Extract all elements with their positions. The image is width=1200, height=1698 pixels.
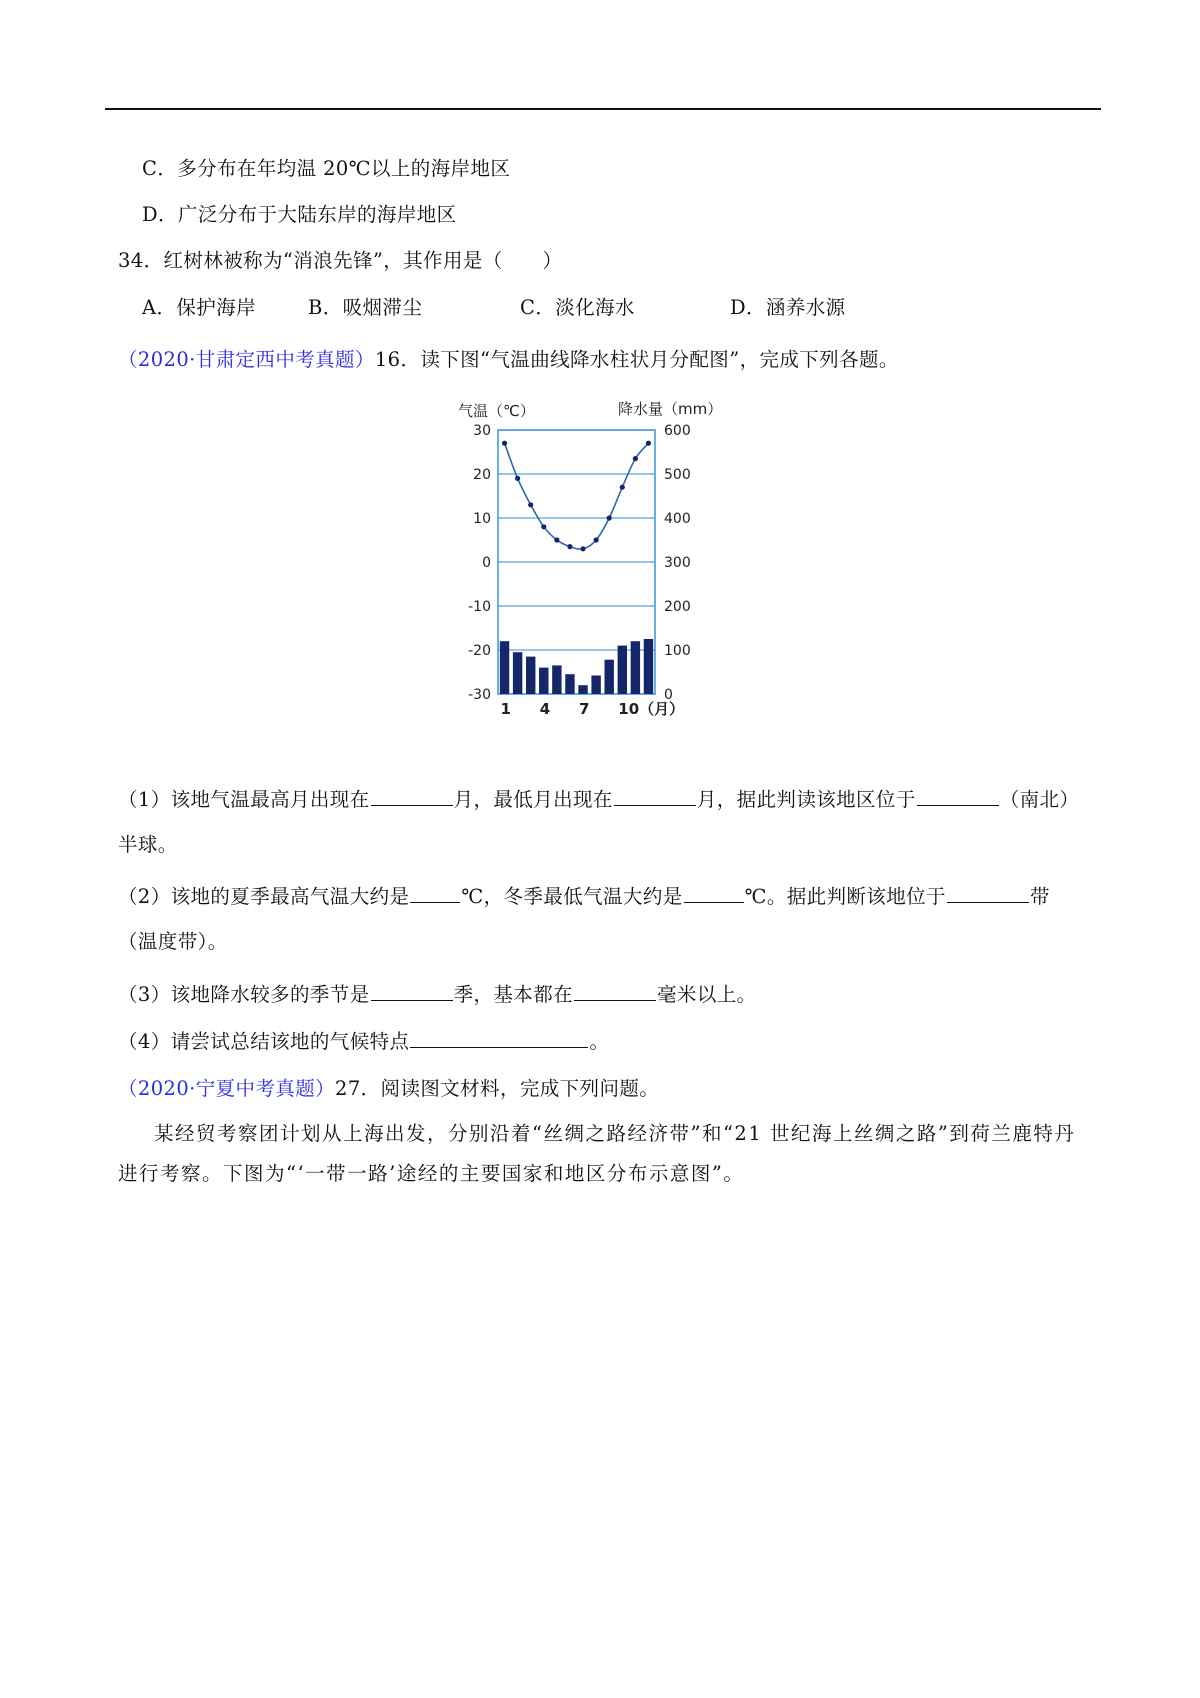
q16-sub1-text-c: 月，据此判读该地区位于 xyxy=(696,788,916,811)
q27-source: （2020·宁夏中考真题） xyxy=(118,1077,336,1100)
temp-point xyxy=(502,441,507,446)
month-tick-label: 4 xyxy=(539,700,551,718)
precip-bar xyxy=(526,657,535,694)
q16-header xyxy=(118,347,899,373)
precip-bar xyxy=(500,641,509,694)
temp-tick-label: -30 xyxy=(468,687,491,703)
q34-stem: 34．红树林被称为“消浪先锋”，其作用是（ ） xyxy=(118,249,563,272)
temp-tick-label: -10 xyxy=(468,599,491,615)
q16-sub2-text-a: （2）该地的夏季最高气温大约是 xyxy=(118,885,410,908)
temp-tick-label: 0 xyxy=(482,555,491,571)
month-tick-label: 10（月） xyxy=(618,700,685,718)
q16-sub4-text-a: （4）请尝试总结该地的气候特点 xyxy=(118,1030,410,1053)
q34-options xyxy=(142,295,846,321)
climate-chart xyxy=(440,394,760,764)
q34-option-a: A．保护海岸 xyxy=(142,296,256,319)
answer-blank[interactable] xyxy=(614,785,696,806)
q16-sub1-text-b: 月，最低月出现在 xyxy=(453,788,613,811)
q16-sub1 xyxy=(118,785,1079,813)
q16-stem: 16．读下图“气温曲线降水柱状月分配图”，完成下列各题。 xyxy=(374,348,899,371)
temp-point xyxy=(528,502,533,507)
precip-bar xyxy=(513,652,522,694)
precip-bar xyxy=(565,674,574,694)
temp-point xyxy=(607,515,612,520)
precip-tick-label: 400 xyxy=(664,511,691,527)
temp-axis-label: 气温（℃） xyxy=(458,402,535,420)
q16-sub4-text-b: 。 xyxy=(589,1030,610,1053)
answer-blank[interactable] xyxy=(371,785,453,806)
precip-bar xyxy=(604,660,613,694)
q34-option-c: C．淡化海水 xyxy=(520,296,635,319)
temp-point xyxy=(554,537,559,542)
answer-blank[interactable] xyxy=(684,882,744,903)
q27-header xyxy=(118,1076,659,1102)
q27-material: 某经贸考察团计划从上海出发，分别沿着“丝绸之路经济带”和“21 世纪海上丝绸之路”到荷兰鹿特丹进行考察。下图为“‘一带一路’途经的主要国家和地区分布示意图”。 xyxy=(118,1122,1076,1185)
temp-point xyxy=(594,537,599,542)
temp-tick-label: 10 xyxy=(473,511,491,527)
temp-point xyxy=(580,546,585,551)
temp-point xyxy=(541,524,546,529)
q16-sub3-text-c: 毫米以上。 xyxy=(657,983,757,1006)
answer-blank[interactable] xyxy=(947,882,1029,903)
temp-line xyxy=(505,443,649,549)
precip-bar xyxy=(618,646,627,694)
precip-bar xyxy=(591,676,600,694)
precip-tick-label: 600 xyxy=(664,423,691,439)
precip-bar xyxy=(578,685,587,694)
precip-tick-label: 0 xyxy=(664,687,673,703)
q33-option-c: C．多分布在年均温 20℃以上的海岸地区 xyxy=(142,157,511,180)
answer-blank[interactable] xyxy=(917,785,999,806)
precip-bar xyxy=(631,641,640,694)
temp-tick-label: 20 xyxy=(473,467,491,483)
temp-point xyxy=(515,476,520,481)
temp-point xyxy=(567,544,572,549)
precip-bar xyxy=(644,639,653,694)
answer-blank[interactable] xyxy=(574,980,656,1001)
q16-sub3-text-b: 季，基本都在 xyxy=(453,983,574,1006)
precip-bar xyxy=(552,665,561,694)
temp-curve xyxy=(502,441,651,552)
month-tick-label: 1 xyxy=(500,700,511,718)
temp-tick-label: -20 xyxy=(468,643,491,659)
precip-axis-label: 降水量（mm） xyxy=(618,400,723,418)
precip-tick-label: 200 xyxy=(664,599,691,615)
q16-sub2-text-b: ℃，冬季最低气温大约是 xyxy=(461,885,683,908)
answer-blank[interactable] xyxy=(371,980,453,1001)
q16-sub4 xyxy=(118,1027,609,1055)
q16-sub1-text-d: （南北） xyxy=(999,788,1080,811)
q16-sub2 xyxy=(118,882,1050,910)
q34-option-d: D．涵养水源 xyxy=(730,296,846,319)
precip-tick-label: 500 xyxy=(664,467,691,483)
q16-sub3 xyxy=(118,980,757,1008)
header-rule xyxy=(105,108,1101,110)
temp-point xyxy=(620,485,625,490)
temp-point xyxy=(633,456,638,461)
q34-option-b: B．吸烟滞尘 xyxy=(308,296,423,319)
precip-tick-label: 100 xyxy=(664,643,691,659)
q33-option-d: D．广泛分布于大陆东岸的海岸地区 xyxy=(142,203,457,226)
temp-tick-label: 30 xyxy=(473,423,491,439)
temp-point xyxy=(646,441,651,446)
precip-bar xyxy=(539,668,548,694)
q16-sub1-text-a: （1）该地气温最高月出现在 xyxy=(118,788,370,811)
answer-blank[interactable] xyxy=(410,882,460,903)
q16-source: （2020·甘肃定西中考真题） xyxy=(118,348,375,371)
q27-stem: 27．阅读图文材料，完成下列问题。 xyxy=(335,1077,660,1100)
precip-bars xyxy=(500,639,653,694)
answer-blank[interactable] xyxy=(410,1027,588,1048)
q16-sub2-text-d: 带 xyxy=(1029,885,1050,908)
q16-sub3-text-a: （3）该地降水较多的季节是 xyxy=(118,983,370,1006)
q16-sub2-cont: （温度带）。 xyxy=(118,930,228,953)
precip-tick-label: 300 xyxy=(664,555,691,571)
q16-sub2-text-c: ℃。据此判断该地位于 xyxy=(744,885,946,908)
month-tick-label: 7 xyxy=(579,700,590,718)
q16-sub1-cont: 半球。 xyxy=(118,833,178,856)
